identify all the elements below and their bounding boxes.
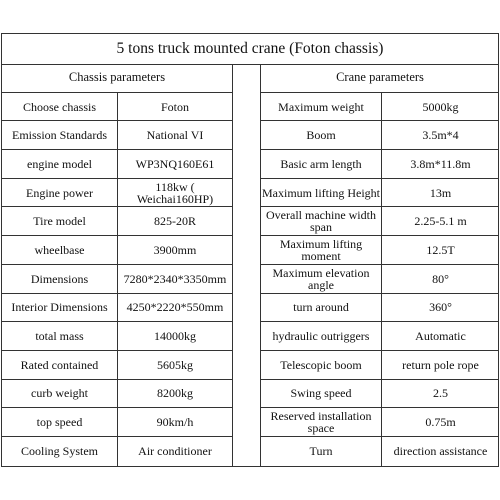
table-body [2, 64, 498, 466]
crane-row [261, 93, 499, 122]
crane-param-value: 12.5T [426, 242, 455, 257]
chassis-row [2, 437, 232, 466]
chassis-param-label: Choose chassis [2, 93, 118, 121]
chassis-param-value: 90km/h [156, 415, 194, 430]
chassis-row [2, 351, 232, 380]
crane-row [261, 265, 499, 294]
crane-row [261, 179, 499, 208]
crane-param-value: 13m [429, 185, 452, 200]
crane-row [261, 294, 499, 323]
chassis-param-value: 7280*2340*3350mm [123, 271, 227, 286]
chassis-param-value: 118kw ( Weichai160HP) [136, 179, 214, 206]
chassis-param-label: Engine power [2, 179, 118, 207]
chassis-param-value: 8200kg [157, 386, 193, 401]
chassis-param-label: Dimensions [2, 265, 118, 293]
chassis-param-value: Foton [160, 99, 189, 114]
crane-param-label: Maximum lifting moment [261, 236, 382, 264]
chassis-parameters-section [2, 64, 232, 466]
crane-param-label: Turn [261, 437, 382, 466]
chassis-row [2, 121, 232, 150]
chassis-param-value: Air conditioner [138, 444, 212, 459]
crane-param-label: Boom [261, 121, 382, 149]
crane-parameters-header: Crane parameters [261, 64, 499, 93]
crane-param-label: Maximum elevation angle [261, 265, 382, 293]
chassis-param-label: Rated contained [2, 351, 118, 379]
crane-param-value: 3.8m*11.8m [410, 156, 471, 171]
chassis-row [2, 236, 232, 265]
chassis-row [2, 380, 232, 409]
crane-row [261, 150, 499, 179]
chassis-param-value: 825-20R [154, 214, 196, 229]
chassis-param-value: 14000kg [154, 329, 196, 344]
chassis-param-label: total mass [2, 322, 118, 350]
chassis-param-label: Tire model [2, 207, 118, 235]
crane-param-value: return pole rope [402, 357, 479, 372]
section-gap [232, 64, 261, 466]
crane-param-label: Maximum weight [261, 93, 382, 121]
crane-row [261, 380, 499, 409]
chassis-param-label: Emission Standards [2, 121, 118, 149]
chassis-param-value: National VI [146, 128, 204, 143]
chassis-param-label: curb weight [2, 380, 118, 408]
crane-param-value: 3.5m*4 [422, 128, 459, 143]
chassis-row [2, 150, 232, 179]
crane-row [261, 207, 499, 236]
crane-param-label: Swing speed [261, 380, 382, 408]
chassis-row [2, 93, 232, 122]
chassis-param-label: engine model [2, 150, 118, 178]
chassis-param-label: Cooling System [2, 437, 118, 466]
chassis-param-value: 3900mm [153, 242, 197, 257]
crane-row [261, 437, 499, 466]
crane-row [261, 408, 499, 437]
crane-param-label: Maximum lifting Height [261, 179, 382, 207]
chassis-row [2, 265, 232, 294]
chassis-parameters-header: Chassis parameters [2, 64, 232, 93]
chassis-param-label: wheelbase [2, 236, 118, 264]
chassis-row [2, 322, 232, 351]
crane-row [261, 351, 499, 380]
crane-param-value: 2.25-5.1 m [414, 214, 467, 229]
crane-param-label: Reserved installation space [261, 408, 382, 436]
crane-param-label: turn around [261, 294, 382, 322]
crane-parameters-section [260, 64, 499, 466]
chassis-param-value: 4250*2220*550mm [126, 300, 224, 315]
chassis-row [2, 408, 232, 437]
chassis-row [2, 294, 232, 323]
chassis-param-value: 5605kg [157, 357, 193, 372]
crane-param-value: 80° [432, 271, 449, 286]
crane-param-value: direction assistance [393, 444, 488, 459]
crane-param-label: Overall machine width span [261, 207, 382, 235]
crane-param-label: Basic arm length [261, 150, 382, 178]
crane-row [261, 322, 499, 351]
chassis-param-label: top speed [2, 408, 118, 436]
chassis-param-value: WP3NQ160E61 [135, 156, 215, 171]
chassis-row [2, 207, 232, 236]
chassis-param-label: Interior Dimensions [2, 294, 118, 322]
crane-row [261, 236, 499, 265]
crane-param-value: 5000kg [422, 99, 459, 114]
crane-param-value: 360° [429, 300, 452, 315]
chassis-row [2, 179, 232, 208]
spec-table [1, 33, 499, 467]
crane-param-value: Automatic [415, 329, 466, 344]
crane-param-value: 0.75m [425, 415, 456, 430]
crane-param-value: 2.5 [433, 386, 448, 401]
crane-param-label: Telescopic boom [261, 351, 382, 379]
crane-row [261, 121, 499, 150]
table-title: 5 tons truck mounted crane (Foton chassis) [2, 34, 498, 65]
crane-param-label: hydraulic outriggers [261, 322, 382, 350]
